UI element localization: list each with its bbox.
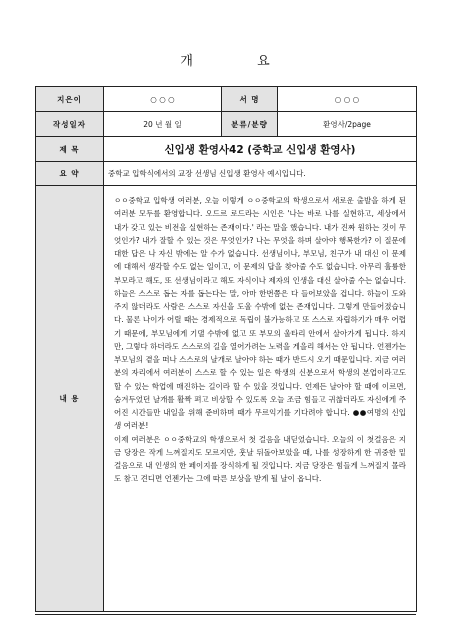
author-value: ○ ○ ○ [104,87,222,112]
date-label: 작성일자 [36,112,104,137]
category-label: 분류/분량 [222,112,278,137]
author-label: 지은이 [36,87,104,112]
content-paragraph: ㅇㅇ중학교 입학생 여러분, 오늘 이렇게 ㅇㅇ중학교의 학생으로서 새로운 출발을 하게 된 여러분 모두를 환영합니다. 오드르 로드라는 시인은 '나는 바로 나를 실현하고, 세상에서 내가 갖고 있는 비전을 실현하는 존재이다.' 라는 말을 했습니다. 내가 진짜 원하는 것이 무엇인가? 내가 잘할 수 있는 것은 무엇인가? 나는 무엇을 하며 살아야 행복한가? 이 질문에 대한 답은 나 자신 밖에는 알 수가 없습니다. 선생님이나, 부모님, 친구가 내 대신 이 문제에 대해서 생각할 수도 없는 일이고, 이 문제의 답을 찾아줄 수도 없습니다. 아무리 훌륭한 부모라고 해도, 또 선생님이라고 해도 자식이나 제자의 인생을 대신 살아줄 수는 없습니다. 하늘은 스스로 돕는 자를 돕는다는 말, 아마 한번쯤은 다 들어보았을 겁니다. 하늘이 도와주지 않더라도 사람은 스스로 자신을 도울 수밖에 없는 존재입니다. 그렇게 만들어졌습니다. 물론 나이가 어릴 때는 경제적으로 독립이 불가능하고 또 스스로 자립하기가 매우 어렵기 때문에, 부모님에게 기댈 수밖에 없고 또 부모의 울타리 안에서 살아가게 됩니다. 하지만, 그렇다 하더라도 스스로의 길을 열어가려는 노력을 게을리 해서는 안 됩니다. 언젠가는 부모님의 곁을 떠나 스스로의 날개로 날아야 하는 때가 반드시 오기 때문입니다. 지금 여러분의 자리에서 여러분이 스스로 할 수 있는 일은 학생의 신분으로서 학생의 본업이라고도 할 수 있는 학업에 매진하는 길이라 할 수 있을 것입니다. 언제든 날아야 할 때에 이르면, 숨겨두었던 날개를 활짝 펴고 비상할 수 있도록 오늘 조금 힘들고 귀찮더라도 자신에게 주어진 시간들만 내일을 위해 준비하며 때가 무르익기를 기다려야 합니다. ●●여명의 신입생 여러분! [114,196,406,431]
date-row [36,112,417,137]
author-row [36,87,417,112]
date-value: 20 년 월 일 [104,112,222,137]
content-row [36,186,417,612]
content-paragraph: 이제 여러분은 ㅇㅇ중학교의 학생으로서 첫 걸음을 내딛었습니다. 오늘의 이 첫걸음은 지금 당장은 작게 느껴질지도 모르지만, 훗날 뒤돌아보았을 때, 나를 성장하게 한 귀중한 밑걸음으로 내 인생의 한 페이지를 장식하게 될 것입니다. 지금 당장은 힘들게 느껴질지 몰라도 참고 견디면 언젠가는 그에 따른 보상을 받게 될 날이 옵니다. [114,434,406,484]
content-label: 내 용 [36,186,104,612]
subject-label: 제 목 [36,137,104,162]
summary-value: 중학교 입학식에서의 교장 선생님 신입생 환영사 예시입니다. [104,162,417,186]
subject-row [36,137,417,162]
summary-row [36,162,417,186]
subject-value: 신입생 환영사42 (중학교 신입생 환영사) [104,137,417,162]
category-value: 환영사/2page [278,112,417,137]
summary-label: 요 약 [36,162,104,186]
summary-form-table [35,86,417,612]
table-bottom-rule [35,614,416,615]
signature-value: ○ ○ ○ [278,87,417,112]
content-body [104,186,417,612]
document-title: 개 요 [180,54,300,69]
signature-label: 서 명 [222,87,278,112]
